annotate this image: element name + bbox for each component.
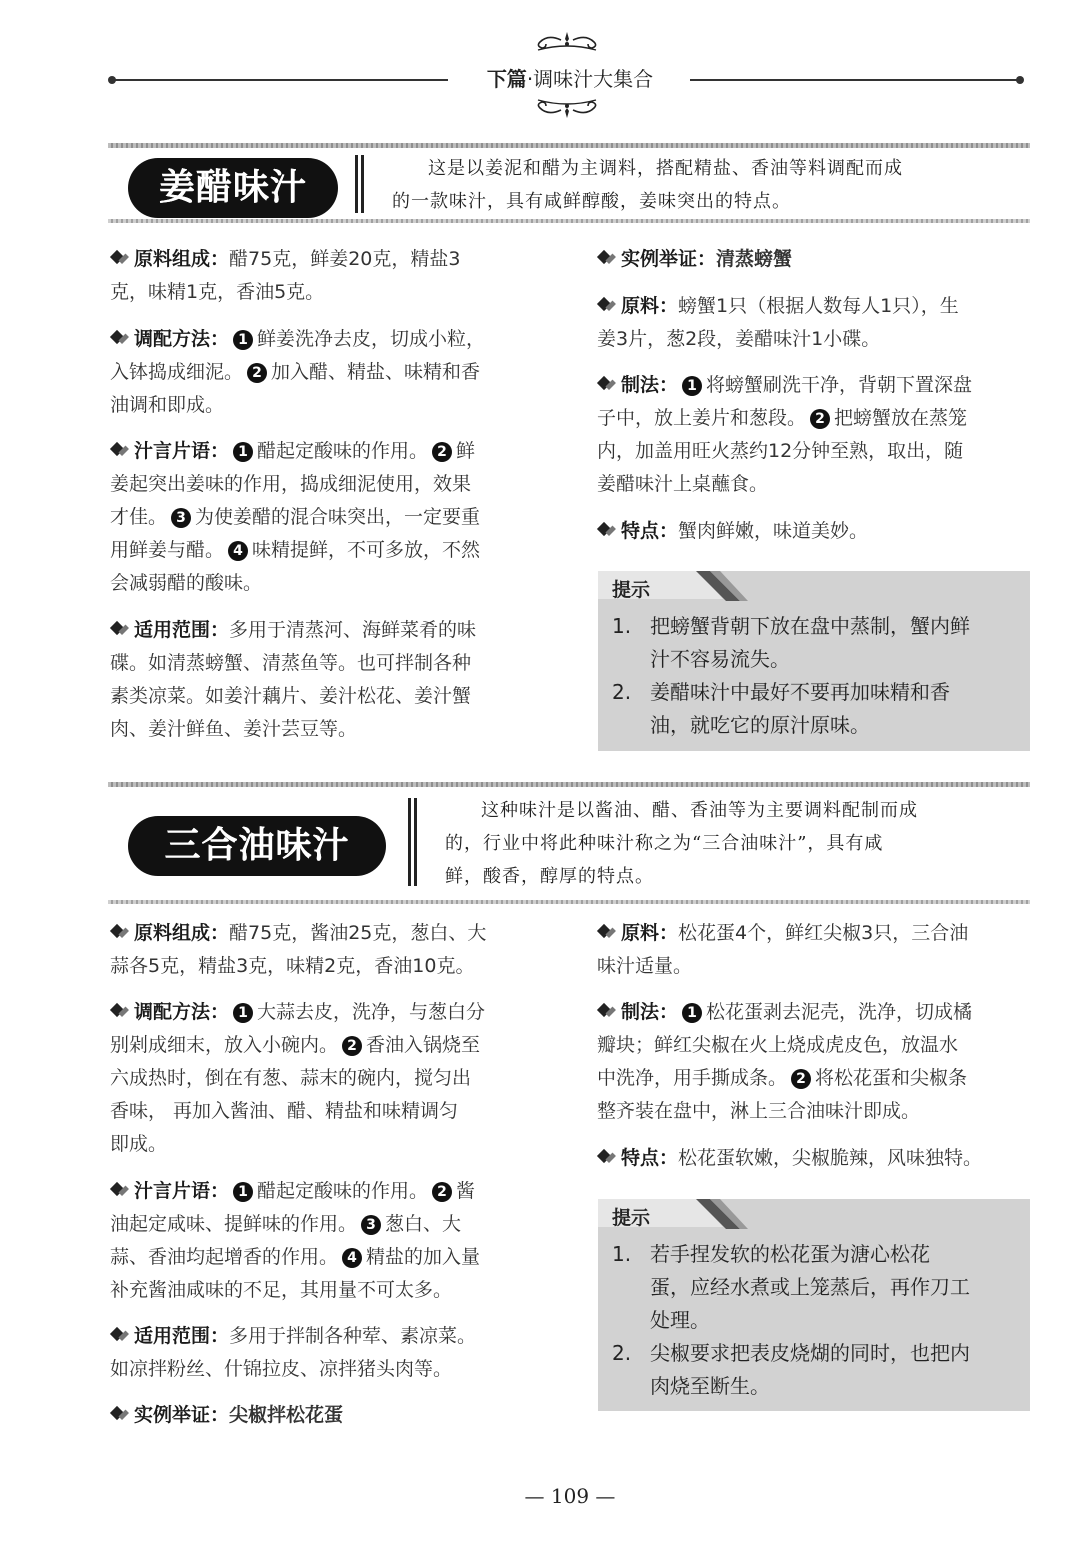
recipe-method: 制法： 1 松花蛋剥去泥壳，洗净，切成橘 瓣块；鲜红尖椒在火上烧成虎皮色，放温水 中洗净，用手撕成条。 2 将松花蛋和尖椒条 整齐装在盘中，淋上三合油味汁即成。 bbox=[597, 1001, 973, 1122]
ingredients-paragraph: 原料组成：醋75克，鲜姜20克，精盐3 克，味精1克，香油5克。 bbox=[110, 248, 461, 303]
step-number-icon: 1 bbox=[233, 1182, 253, 1202]
diamond-bullet-icon bbox=[597, 523, 615, 537]
usage-paragraph: 适用范围：多用于拌制各种荤、素凉菜。 如凉拌粉丝、什锦拉皮、凉拌猪头肉等。 bbox=[110, 1325, 477, 1380]
page-number: — 109 — bbox=[524, 1484, 616, 1508]
step-number-icon: 1 bbox=[233, 442, 253, 462]
section-intro: 这种味汁是以酱油、醋、香油等为主要调料配制而成 的，行业中将此种味汁称之为“三合油味汁”，具有咸 鲜，酸香，醇厚的特点。 bbox=[445, 800, 918, 887]
diamond-bullet-icon bbox=[110, 622, 128, 636]
diamond-bullet-icon bbox=[110, 251, 128, 265]
recipe-ingredients: 原料：螃蟹1只（根据人数每人1只），生 姜3片，葱2段，姜醋味汁1小碟。 bbox=[597, 295, 959, 350]
ingredients-paragraph: 原料组成：醋75克，酱油25克，葱白、大 蒜各5克，精盐3克，味精2克，香油10克。 bbox=[110, 922, 487, 977]
recipe-ingredients: 原料：松花蛋4个，鲜红尖椒3只，三合油 味汁适量。 bbox=[597, 922, 969, 977]
step-number-icon: 2 bbox=[432, 442, 452, 462]
tip-box bbox=[598, 571, 1030, 751]
divider-bar bbox=[408, 798, 411, 886]
step-number-icon: 1 bbox=[233, 330, 253, 350]
diamond-bullet-icon bbox=[597, 1004, 615, 1018]
running-header: 下篇·调味汁大集合 bbox=[486, 67, 654, 91]
notes-paragraph: 汁言片语： 1 醋起定酸味的作用。 2 酱 油起定咸味、提鲜味的作用。 3 葱白、大 蒜、香油均起增香的作用。 4 精盐的加入量 补充酱油咸味的不足，其用量不可太多。 bbox=[110, 1180, 481, 1301]
step-number-icon: 4 bbox=[342, 1248, 362, 1268]
tip-box bbox=[598, 1199, 1030, 1411]
step-number-icon: 3 bbox=[171, 508, 191, 528]
section-title-badge bbox=[128, 816, 386, 876]
diamond-bullet-icon bbox=[110, 1004, 128, 1018]
example-heading: 实例举证：尖椒拌松花蛋 bbox=[110, 1399, 545, 1432]
step-number-icon: 1 bbox=[682, 376, 702, 396]
method-paragraph: 调配方法： 1 鲜姜洗净去皮，切成小粒， 入钵捣成细泥。 2 加入醋、精盐、味精和香 油调和即成。 bbox=[110, 328, 486, 416]
step-number-icon: 1 bbox=[682, 1003, 702, 1023]
step-number-icon: 4 bbox=[228, 541, 248, 561]
usage-paragraph: 适用范围：多用于清蒸河、海鲜菜肴的味 碟。如清蒸螃蟹、清蒸鱼等。也可拌制各种 素类凉菜。如姜汁藕片、姜汁松花、姜汁蟹 肉、姜汁鲜鱼、姜汁芸豆等。 bbox=[110, 619, 477, 740]
recipe-features: 特点：蟹肉鲜嫩，味道美妙。 bbox=[597, 515, 1032, 548]
header-rule-right bbox=[690, 79, 1020, 81]
tip-label: 提示 bbox=[612, 1207, 651, 1229]
step-number-icon: 2 bbox=[432, 1182, 452, 1202]
step-number-icon: 2 bbox=[810, 409, 830, 429]
section-title: 姜醋味汁 bbox=[158, 167, 307, 208]
step-number-icon: 2 bbox=[342, 1036, 362, 1056]
diamond-bullet-icon bbox=[110, 1328, 128, 1342]
header-dot-right bbox=[1016, 76, 1024, 84]
divider-bar bbox=[414, 798, 417, 886]
diamond-bullet-icon bbox=[110, 443, 128, 457]
tip-item: 1. 把螃蟹背朝下放在盘中蒸制，蟹内鲜 汁不容易流失。 bbox=[612, 614, 970, 671]
step-number-icon: 2 bbox=[247, 363, 267, 383]
diamond-bullet-icon bbox=[597, 377, 615, 391]
step-number-icon: 2 bbox=[791, 1069, 811, 1089]
step-number-icon: 1 bbox=[233, 1003, 253, 1023]
divider-bar bbox=[361, 155, 364, 213]
diamond-bullet-icon bbox=[110, 1407, 128, 1421]
ornament-top-icon bbox=[528, 30, 606, 56]
diamond-bullet-icon bbox=[110, 1183, 128, 1197]
diamond-bullet-icon bbox=[110, 925, 128, 939]
diamond-bullet-icon bbox=[597, 251, 615, 265]
tip-item: 2. 姜醋味汁中最好不要再加味精和香 油，就吃它的原汁原味。 bbox=[612, 680, 950, 737]
section-title: 三合油味汁 bbox=[164, 825, 350, 866]
diamond-bullet-icon bbox=[110, 331, 128, 345]
example-heading: 实例举证：清蒸螃蟹 bbox=[597, 243, 1032, 276]
step-number-icon: 3 bbox=[361, 1215, 381, 1235]
section-title-badge bbox=[128, 158, 338, 218]
diamond-bullet-icon bbox=[597, 925, 615, 939]
method-paragraph: 调配方法： 1 大蒜去皮，洗净，与葱白分 别剁成细末，放入小碗内。 2 香油入锅烧至 六成热时，倒在有葱、蒜末的碗内，搅匀出 香味， 再加入酱油、醋、精盐和味精调匀 即成。 bbox=[110, 1001, 486, 1155]
tip-item: 2. 尖椒要求把表皮烧煳的同时，也把内 肉烧至断生。 bbox=[612, 1341, 970, 1398]
ornament-bottom-icon bbox=[528, 94, 606, 120]
tip-item: 1. 若手捏发软的松花蛋为溏心松花 蛋，应经水煮或上笼蒸后，再作刀工 处理。 bbox=[612, 1242, 970, 1332]
notes-paragraph: 汁言片语： 1 醋起定酸味的作用。 2 鲜 姜起突出姜味的作用，捣成细泥使用，效果 才佳。 3 为使姜醋的混合味突出，一定要重 用鲜姜与醋。 4 味精提鲜，不可多放，不然 会减弱醋的酸味。 bbox=[110, 440, 481, 594]
recipe-method: 制法： 1 将螃蟹刷洗干净，背朝下置深盘 子中，放上姜片和葱段。 2 把螃蟹放在蒸笼 内，加盖用旺火蒸约12分钟至熟，取出，随 姜醋味汁上桌蘸食。 bbox=[597, 374, 973, 495]
tip-label: 提示 bbox=[612, 579, 651, 601]
recipe-features: 特点：松花蛋软嫩，尖椒脆辣，风味独特。 bbox=[597, 1142, 1032, 1175]
header-rule-left bbox=[114, 79, 448, 81]
diamond-bullet-icon bbox=[597, 298, 615, 312]
divider-bar bbox=[355, 155, 358, 213]
diamond-bullet-icon bbox=[597, 1150, 615, 1164]
section-intro: 这是以姜泥和醋为主调料，搭配精盐、香油等料调配而成 的一款味汁，具有咸鲜醇酸，姜味突出的特点。 bbox=[392, 158, 903, 212]
